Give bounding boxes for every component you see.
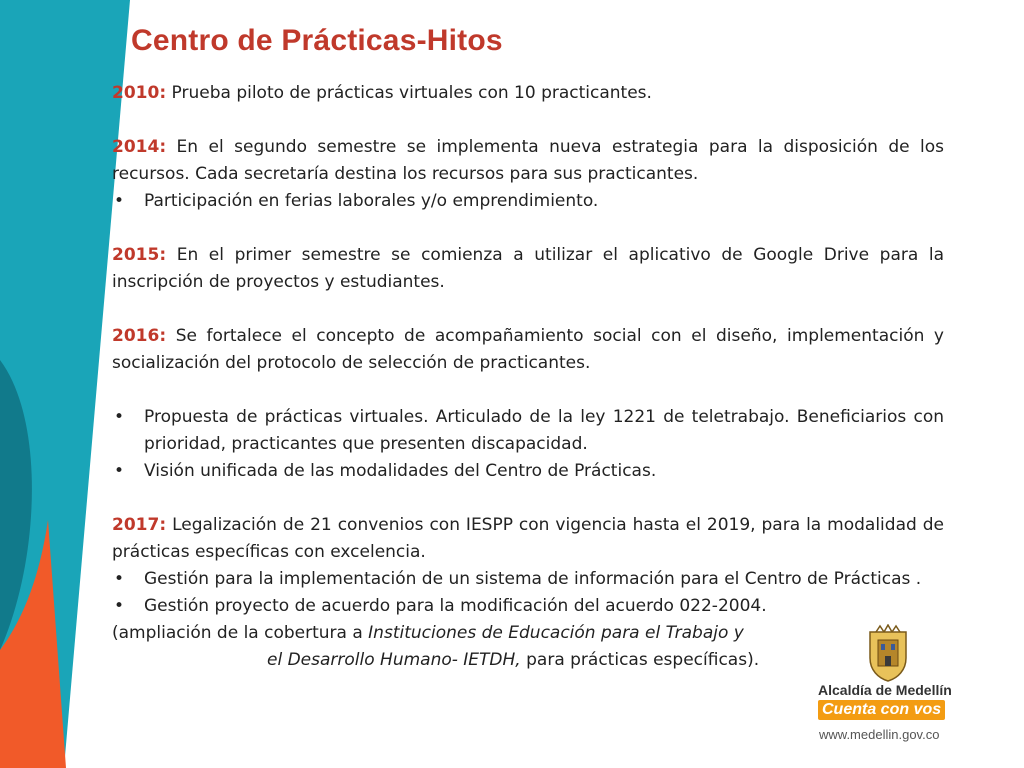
milestone-text: Se fortalece el concepto de acompañamiento social con el diseño, implementación y socialización del protocolo de selección de practicantes. [112,326,944,373]
bullet-item: • Visión unificada de las modalidades del Centro de Prácticas. [112,458,944,485]
bullet-item: • Propuesta de prácticas virtuales. Articulado de la ley 1221 de teletrabajo. Beneficiarios con prioridad, practicantes que presenten discapacidad. [112,404,944,458]
spacer [112,377,944,404]
milestone-text: En el primer semestre se comienza a utilizar el aplicativo de Google Drive para la inscripción de proyectos y estudiantes. [112,245,944,292]
milestone-2016 [112,323,944,377]
note-prefix: (ampliación de la cobertura a [112,623,369,643]
milestone-text: En el segundo semestre se implementa nueva estrategia para la disposición de los recursos. Cada secretaría destina los recursos para sus practicantes. [112,137,944,184]
bullet-item: • Gestión proyecto de acuerdo para la modificación del acuerdo 022-2004. [112,593,944,620]
year-label: 2015: [112,245,167,265]
milestone-text: Prueba piloto de prácticas virtuales con 10 practicantes. [166,83,652,103]
page-title: Centro de Prácticas-Hitos [131,24,503,57]
milestone-2010 [112,80,944,107]
note-italic-2: el Desarrollo Humano- IETDH, [267,650,521,670]
alcaldia-logo [814,624,964,724]
year-label: 2010: [112,83,167,103]
spacer [112,296,944,323]
year-label: 2017: [112,515,167,535]
spacer [112,485,944,512]
note-suffix: para prácticas específicas). [520,650,760,670]
year-label: 2016: [112,326,167,346]
logo-name: Alcaldía de Medellín [818,682,952,698]
note-italic-1: Instituciones de Educación para el Trabajo y [368,623,744,643]
logo-slogan: Cuenta con vos [818,700,945,720]
coat-of-arms-icon [866,624,910,682]
milestone-2017 [112,512,944,566]
milestone-2015 [112,242,944,296]
milestone-2014 [112,134,944,188]
milestone-text: Legalización de 21 convenios con IESPP con vigencia hasta el 2019, para la modalidad de prácticas específicas con excelencia. [112,515,944,562]
spacer [112,107,944,134]
website-link[interactable]: www.medellin.gov.co [819,727,940,742]
year-label: 2014: [112,137,167,157]
bullet-item: • Gestión para la implementación de un sistema de información para el Centro de Prácticas . [112,566,944,593]
milestones-content [112,80,944,674]
bullet-item: • Participación en ferias laborales y/o emprendimiento. [112,188,944,215]
spacer [112,215,944,242]
